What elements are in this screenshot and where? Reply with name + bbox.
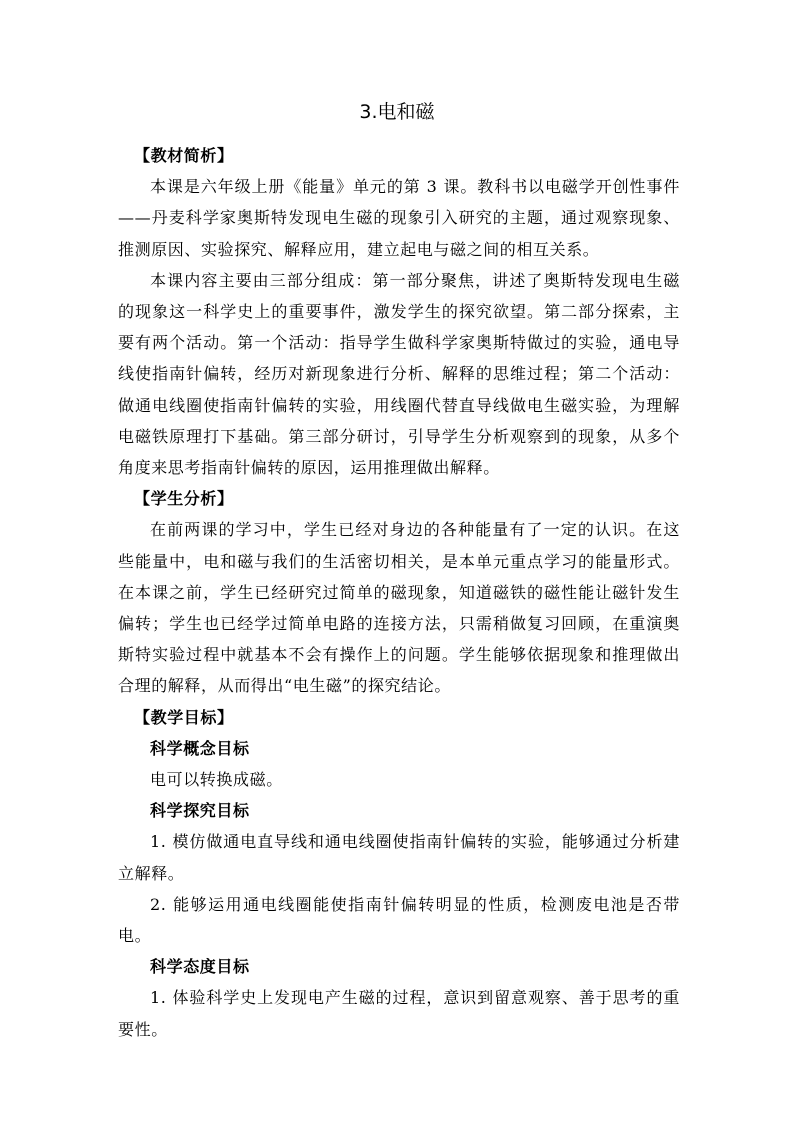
paragraph: 在前两课的学习中，学生已经对身边的各种能量有了一定的认识。在这些能量中，电和磁与我们的生活密切相关，是本单元重点学习的能量形式。在本课之前，学生已经研究过简单的磁现象，知道磁铁的磁性能让磁针发生偏转；学生也已经学过简单电路的连接方法，只需稍做复习回顾，在重演奥斯特实验过程中就基本不会有操作上的问题。学生能够依据现象和推理做出合理的解释，从而得出“电生磁”的探究结论。 <box>118 520 680 696</box>
paragraph: 电可以转换成磁。 <box>150 770 283 790</box>
subheading-attitude-goal: 科学态度目标 <box>150 957 250 977</box>
paragraph: 本课内容主要由三部分组成：第一部分聚焦，讲述了奥斯特发现电生磁的现象这一科学史上的重要事件，激发学生的探究欲望。第二部分探索，主要有两个活动。第一个活动：指导学生做科学家奥斯特做过的实验，通电导线使指南针偏转，经历对新现象进行分析、解释的思维过程；第二个活动：做通电线圈使指南针偏转的实验，用线圈代替直导线做电生磁实验，为理解电磁铁原理打下基础。第三部分研讨，引导学生分析观察到的现象，从多个角度来思考指南针偏转的原因，运用推理做出解释。 <box>118 270 680 478</box>
list-item: 1. 体验科学史上发现电产生磁的过程，意识到留意观察、善于思考的重要性。 <box>118 988 680 1039</box>
list-item: 1. 模仿做通电直导线和通电线圈使指南针偏转的实验，能够通过分析建立解释。 <box>118 832 680 883</box>
list-item: 2. 能够运用通电线圈能使指南针偏转明显的性质，检测废电池是否带电。 <box>118 894 680 946</box>
subheading-concept-goal: 科学概念目标 <box>150 738 250 758</box>
section-heading-textbook-analysis: 【教材简析】 <box>134 146 234 165</box>
section-heading-student-analysis: 【学生分析】 <box>134 489 234 509</box>
page-title: 3.电和磁 <box>359 101 435 123</box>
paragraph: 本课是六年级上册《能量》单元的第 3 课。教科书以电磁学开创性事件——丹麦科学家奥斯特发现电生磁的现象引入研究的主题，通过观察现象、推测原因、实验探究、解释应用，建立起电与磁之间的相互关系。 <box>118 177 680 259</box>
subheading-inquiry-goal: 科学探究目标 <box>150 801 250 821</box>
document-body <box>118 140 680 1045</box>
section-heading-teaching-goals: 【教学目标】 <box>134 707 234 727</box>
